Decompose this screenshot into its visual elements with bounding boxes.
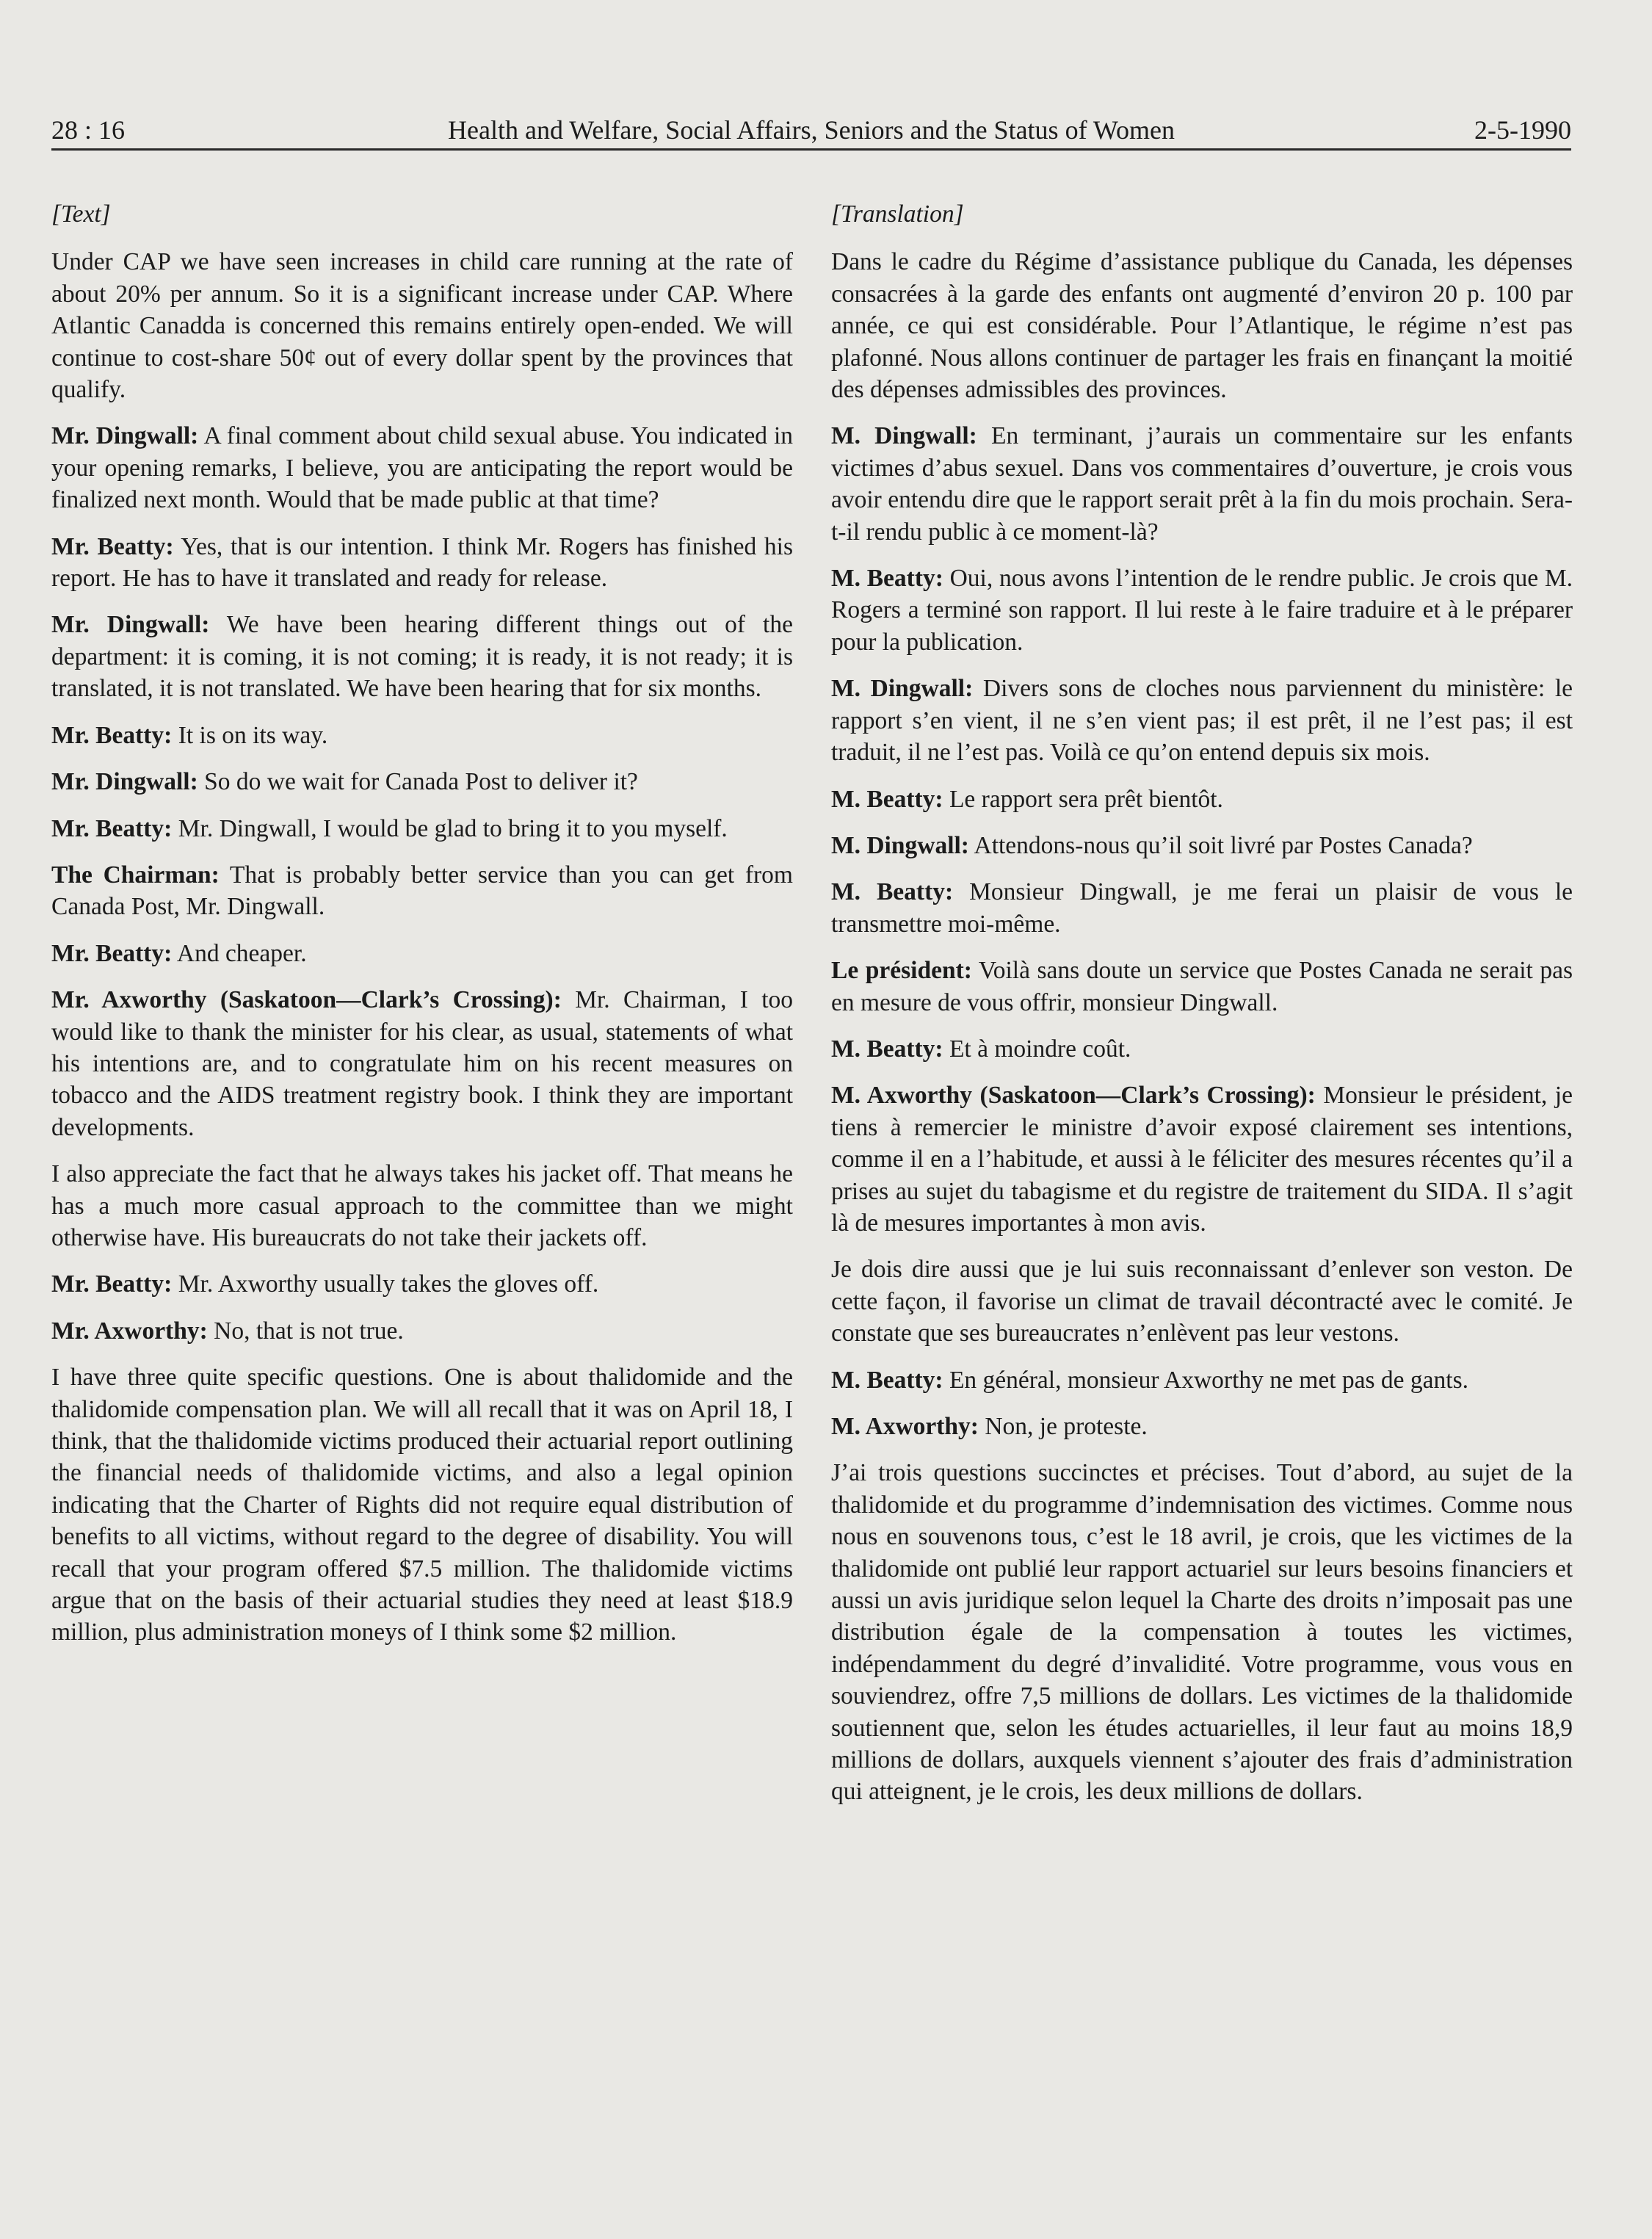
paragraph [831,563,1573,658]
paragraph [831,784,1573,815]
paragraph-text: Monsieur Dingwall, je me ferai un plaisir de vous le transmettre moi-même. [831,878,1573,938]
page-header [51,112,1571,151]
paragraph-text: Mr. Chairman, I too would like to thank the minister for his clear, as usual, statements of what his intentions are, and to congratulate him on his recent measures on tobacco and the AIDS treatment registry book. I think they are important developments. [51,986,794,1141]
english-column [51,198,793,1663]
paragraph-text: Dans le cadre du Régime d’assistance publique du Canada, les dépenses consacrées à la garde des enfants ont augmenté d’environ 20 p. 100 par année, ce qui est considérable. Pour l’Atlantique, le régime n’est pas plafonné. Nous allons continuer de partager les frais en finançant la moitié des dépenses admissibles des provinces. [831,248,1573,404]
paragraph [51,531,793,595]
paragraph [831,246,1573,405]
paragraph-text: En terminant, j’aurais un commentaire sur les enfants victimes d’abus sexuel. Dans vos commentaires d’ouverture, je crois vous avoir entendu dire que le rapport serait prêt à la fin du mois prochain. Sera-t-il rendu public à ce moment-là? [831,422,1573,546]
paragraph [831,955,1573,1019]
running-title: Health and Welfare, Social Affairs, Seniors and the Status of Women [448,115,1175,145]
paragraph [831,830,1573,861]
speaker-name: M. Axworthy (Saskatoon—Clark’s Crossing): [831,1082,1316,1110]
speaker-name: M. Axworthy: [831,1413,979,1440]
speaker-name: Mr. Beatty: [51,532,174,560]
paragraph [51,1315,793,1347]
french-column [831,198,1573,1823]
paragraph-text: Oui, nous avons l’intention de le rendre public. Je crois que M. Rogers a terminé son rapport. Il lui reste à le faire traduire et à le préparer pour la publication. [831,565,1573,656]
paragraph [51,246,793,405]
speaker-name: Le président: [831,957,972,985]
speaker-name: Mr. Axworthy (Saskatoon—Clark’s Crossing): [51,986,562,1014]
paragraph-text: Mr. Axworthy usually takes the gloves off. [178,1270,599,1298]
paragraph [831,1457,1573,1807]
paragraph-text: Le rapport sera prêt bientôt. [949,785,1223,813]
speaker-name: M. Dingwall: [831,831,969,859]
paragraph-text: Attendons-nous qu’il soit livré par Postes Canada? [974,831,1473,859]
paragraph-text: Under CAP we have seen increases in child care running at the rate of about 20% per annum. So it is a significant increase under CAP. Where Atlantic Canadda is concerned this remains entirely open-ended. We will continue to cost-share 50¢ out of every dollar spent by the provinces that qualify. [51,248,793,404]
paragraph-text: That is probably better service than you can get from Canada Post, Mr. Dingwall. [51,861,793,921]
paragraph-text: Voilà sans doute un service que Postes Canada ne serait pas en mesure de vous offrir, monsieur Dingwall. [831,957,1573,1016]
paragraph [51,938,793,969]
paragraph [831,673,1573,768]
paragraph-text: En général, monsieur Axworthy ne met pas de gants. [949,1366,1468,1394]
speaker-name: M. Beatty: [831,1366,943,1394]
speaker-name: Mr. Dingwall: [51,768,198,796]
paragraph [51,1268,793,1300]
paragraph-text: Et à moindre coût. [949,1035,1131,1063]
paragraph [831,1254,1573,1349]
speaker-name: M. Beatty: [831,785,943,813]
column-label: [Translation] [831,200,964,228]
paragraph [51,1158,793,1254]
paragraph [51,859,793,923]
paragraph-text: It is on its way. [178,721,328,749]
speaker-name: Mr. Axworthy: [51,1317,208,1345]
speaker-name: M. Beatty: [831,1035,943,1063]
paragraph [831,1411,1573,1442]
paragraph [51,766,793,797]
paragraph-text: Yes, that is our intention. I think Mr. Rogers has finished his report. He has to have it translated and ready for release. [51,532,794,593]
paragraph [51,1361,793,1649]
speaker-name: M. Dingwall: [831,675,974,703]
paragraph-text: A final comment about child sexual abuse. You indicated in your opening remarks, I believe, you are anticipating the report would be finalized next month. Would that be made public at that time? [51,422,793,514]
speaker-name: M. Beatty: [831,878,954,906]
paragraph [831,1364,1573,1396]
paragraph [831,876,1573,940]
speaker-name: Mr. Dingwall: [51,422,199,450]
paragraph-text: So do we wait for Canada Post to deliver it? [204,768,638,796]
speaker-name: Mr. Dingwall: [51,611,210,639]
paragraph-text: Mr. Dingwall, I would be glad to bring it to you myself. [178,814,728,842]
paragraph [51,720,793,751]
header-date: 2-5-1990 [1474,115,1571,145]
speaker-name: M. Dingwall: [831,422,977,450]
speaker-name: Mr. Beatty: [51,1270,173,1298]
paragraph [51,813,793,844]
speaker-name: Mr. Beatty: [51,814,173,842]
paragraph [51,420,793,516]
column-label: [Text] [51,200,111,228]
speaker-name: Mr. Beatty: [51,939,173,967]
paragraph-text: No, that is not true. [214,1317,404,1345]
speaker-name: M. Beatty: [831,565,943,593]
paragraph-text: Je dois dire aussi que je lui suis reconnaissant d’enlever son veston. De cette façon, il favorise un climat de travail décontracté avec le comité. Je constate que ses bureaucrates n’enlèvent pas leur vestons. [831,1256,1573,1348]
paragraph-text: I have three quite specific questions. One is about thalidomide and the thalidomide compensation plan. We will all recall that it was on April 18, I think, that the thalidomide victims produced their actuarial report outlining the financial needs of thalidomide victims, and also a legal opinion indicating that the Charter of Rights did not require equal distribution of benefits to all victims, without regard to the degree of disability. You will recall that your program offered $7.5 million. The thalidomide victims argue that on the basis of their actuarial studies they need at least $18.9 million, plus administration moneys of I think some $2 million. [51,1364,793,1646]
paragraph-text: Non, je proteste. [985,1413,1148,1440]
speaker-name: Mr. Beatty: [51,721,173,749]
paragraph [831,1033,1573,1065]
paragraph-text: Monsieur le président, je tiens à remercier le ministre d’avoir exposé clairement ses intentions, comme il en a l’habitude, et aussi à le féliciter des mesures récentes qu’il a prises au sujet du tabagisme et du registre de traitement du SIDA. Il s’agit là de mesures importantes à mon avis. [831,1082,1573,1237]
paragraph-text: Divers sons de cloches nous parviennent du ministère: le rapport s’en vient, il ne s’en vient pas; il est prêt, il ne l’est pas; il est traduit, il ne l’est pas. Voilà ce qu’on entend depuis six mois. [831,675,1573,767]
paragraph-text: I also appreciate the fact that he always takes his jacket off. That means he has a much more casual approach to the committee than we might otherwise have. His bureaucrats do not take their jackets off. [51,1160,793,1251]
paragraph [831,1079,1573,1239]
page-number: 28 : 16 [51,115,126,145]
paragraph [51,984,793,1143]
speaker-name: The Chairman: [51,861,220,889]
paragraph-text: J’ai trois questions succinctes et précises. Tout d’abord, au sujet de la thalidomide et du programme d’indemnisation des victimes. Comme nous nous en souvenons tous, c’est le 18 avril, je crois, que les victimes de la thalidomide ont publié leur rapport actuariel sur leurs besoins financiers et aussi un avis juridique selon lequel la Charte des droits n’imposait pas une distribution égale de la compensation à toutes les victimes, indépendamment du degré d’invalidité. Votre programme, vous vous en souviendrez, offre 7,5 millions de dollars. Les victimes de la thalidomide soutiennent que, selon les études actuarielles, il leur faut au moins 18,9 millions de dollars, auxquels viennent s’ajouter des frais d’administration qui atteignent, je le crois, les deux millions de dollars. [831,1459,1573,1806]
paragraph-text: And cheaper. [176,939,307,967]
paragraph-text: We have been hearing different things out of the department: it is coming, it is not coming; it is ready, it is not ready; it is translated, it is not translated. We have been hearing that for six months. [51,611,793,703]
paragraph [831,420,1573,548]
paragraph [51,609,793,704]
